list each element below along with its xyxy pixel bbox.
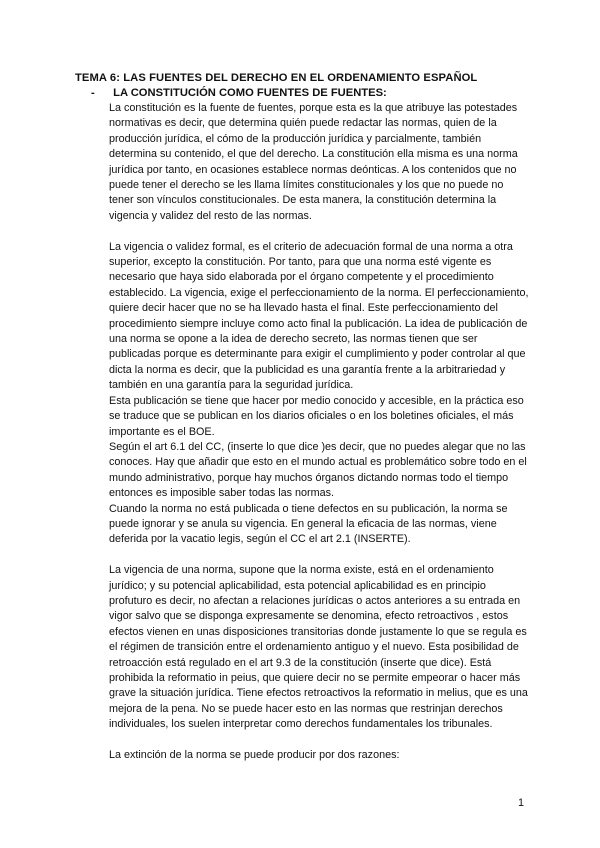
paragraph-retroactividad: La vigencia de una norma, supone que la norma existe, está en el ordenamiento jurídico; y su potencial aplicabilidad, esta potencial aplicabilidad es en principio profuturo es decir, no afectan a relaciones jurídicas o actos anteriores a su entrada en vigor salvo que se disponga expresamente se denomina, efecto retroactivos , estos efectos vienen en unas disposiciones transitorias donde justamente lo que se regula es el régimen de transición entre el ordenamiento antiguo y el nuevo. Esta posibilidad de retroacción está regulado en el art 9.3 de la constitución (inserte que dice). Está prohibida la reformatio in peius, que quiere decir no se permite empeorar o hacer más grave la situación jurídica. Tiene efectos retroactivos la reformatio in melius, que es una mejora de la pena. No se puede hacer esto en las normas que restrinjan derechos individuales, los suelen interpretar como derechos fundamentales los tribunales.	[109, 564, 528, 731]
section-heading-text: LA CONSTITUCIÓN COMO FUENTES DE FUENTES:	[113, 87, 387, 99]
bullet-marker: -	[91, 87, 95, 99]
paragraph-extincion: La extinción de la norma se puede producir por dos razones:	[109, 749, 400, 762]
paragraph-publicacion: Esta publicación se tiene que hacer por medio conocido y accesible, en la práctica eso se traduce que se publican en los diarios oficiales o en los boletines oficiales, el más importante es el BOE.	[109, 394, 524, 438]
section-heading	[91, 87, 387, 99]
paragraph-art-6-1: Según el art 6.1 del CC, (inserte lo que dice )es decir, que no puedes alegar que no las conoces. Hay que añadir que esto en el mundo actual es problemático sobre todo en el mundo administrativo, porque hay muchos órganos dictando normas todo el tiempo entonces es imposible saber todas las normas.	[109, 440, 527, 500]
document-title: TEMA 6: LAS FUENTES DEL DERECHO EN EL ORDENAMIENTO ESPAÑOL	[75, 72, 478, 84]
paragraph-defectos-publicacion: Cuando la norma no está publicada o tiene defectos en su publicación, la norma se puede ignorar y se anula su vigencia. En general la eficacia de las normas, viene deferida por la vacatio legis, según el CC el art 2.1 (INSERTE).	[109, 502, 508, 546]
document-body	[109, 101, 529, 763]
page-number: 1	[518, 797, 525, 809]
paragraph-vigencia-formal: La vigencia o validez formal, es el criterio de adecuación formal de una norma a otra superior, excepto la constitución. Por tanto, para que una norma esté vigente es necesario que haya sido elaborada por el órgano competente y el procedimiento establecido. La vigencia, exige el perfeccionamiento de la norma. El perfeccionamiento, quiere decir hacer que no se ha llevado hasta el final. Este perfeccionamiento del procedimiento siempre incluye como acto final la publicación. La idea de publicación de una norma se opone a la idea de derecho secreto, las normas tienen que ser publicadas porque es determinante para exigir el cumplimiento y poder controlar al que dicta la norma es decir, que la publicidad es una garantía frente a la arbitrariedad y también en una garantía para la seguridad jurídica.	[109, 240, 529, 392]
paragraph-fuente-de-fuentes: La constitución es la fuente de fuentes, porque esta es la que atribuye las potestades normativas es decir, que determina quién puede redactar las normas, quien de la producción jurídica, el cómo de la producción jurídica y parcialmente, también determina su contenido, el que del derecho. La constitución ella misma es una norma jurídica por tanto, en ocasiones establece normas deónticas. A los contenidos que no puede tener el derecho se les llama límites constitucionales y los que no puede no tener son vínculos constitucionales. De esta manera, la constitución determina la vigencia y validez del resto de las normas.	[109, 102, 518, 222]
